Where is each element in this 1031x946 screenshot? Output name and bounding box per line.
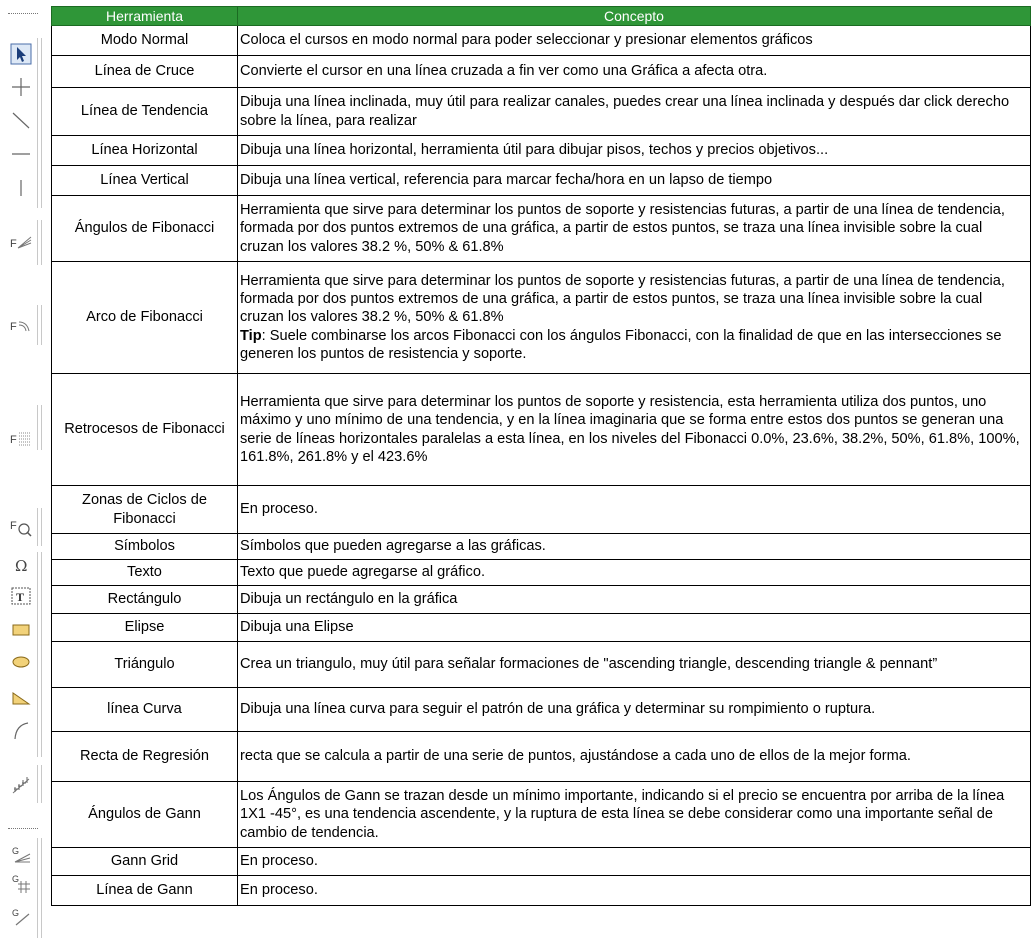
table-row <box>52 262 1031 374</box>
toolbar-separator <box>37 305 42 345</box>
curve-icon[interactable] <box>6 718 36 742</box>
tool-concept-text: Herramienta que sirve para determinar los puntos de soporte y resistencias futuras, a partir de una línea de tendencia, formada por dos puntos extremos de una gráfica, a partir de estos puntos, se traza una línea invisible sobre la cual cruzan los valores 38.2 %, 50% & 61.8% <box>240 272 1005 326</box>
tool-concept: Convierte el cursor en una línea cruzada a fin ver como una Gráfica a afecta otra. <box>238 56 1031 88</box>
tool-name: Gann Grid <box>52 848 238 876</box>
vertical-line-icon[interactable] <box>6 176 36 200</box>
tool-concept: Dibuja un rectángulo en la gráfica <box>238 586 1031 614</box>
tool-concept: Dibuja una línea vertical, referencia para marcar fecha/hora en un lapso de tiempo <box>238 166 1031 196</box>
tool-concept: Coloca el cursos en modo normal para poder seleccionar y presionar elementos gráficos <box>238 26 1031 56</box>
tool-concept: Dibuja una línea curva para seguir el patrón de una gráfica y determinar su rompimiento o ruptura. <box>238 688 1031 732</box>
tool-name: Retrocesos de Fibonacci <box>52 374 238 486</box>
tool-concept: recta que se calcula a partir de una serie de puntos, ajustándose a cada uno de ellos de la mejor forma. <box>238 732 1031 782</box>
svg-text:F: F <box>10 434 17 446</box>
toolbar-separator <box>37 838 42 938</box>
tool-concept: Dibuja una Elipse <box>238 614 1031 642</box>
table-header-row <box>52 7 1031 26</box>
svg-text:Ω: Ω <box>15 557 28 575</box>
fibonacci-time-zones-icon[interactable] <box>6 514 36 538</box>
tool-name: Línea Vertical <box>52 166 238 196</box>
drawing-toolbar <box>0 0 48 946</box>
ellipse-icon[interactable] <box>6 650 36 674</box>
tool-concept: Los Ángulos de Gann se trazan desde un mínimo importante, indicando si el precio se encuentra por arriba de la línea 1X1 -45°, es una tendencia ascendente, y la ruptura de esta línea se debe considerar como una importante señal de cambio de tendencia. <box>238 782 1031 848</box>
table-row <box>52 560 1031 586</box>
svg-text:F: F <box>10 321 17 333</box>
toolbar-separator <box>37 552 42 757</box>
tool-concept: En proceso. <box>238 486 1031 534</box>
toolbar-separator <box>37 508 42 546</box>
text-tool-icon[interactable] <box>6 584 36 608</box>
trend-line-icon[interactable] <box>6 108 36 132</box>
header-concept: Concepto <box>238 7 1031 26</box>
tool-concept: En proceso. <box>238 848 1031 876</box>
tool-concept: Crea un triangulo, muy útil para señalar formaciones de "ascending triangle, descending triangle & pennant” <box>238 642 1031 688</box>
tool-name: Elipse <box>52 614 238 642</box>
table-row <box>52 56 1031 88</box>
regression-icon[interactable] <box>6 773 36 797</box>
cursor-arrow-icon[interactable] <box>6 42 36 66</box>
tool-concept: En proceso. <box>238 876 1031 906</box>
tool-concept: Dibuja una línea horizontal, herramienta útil para dibujar pisos, techos y precios objetivos... <box>238 136 1031 166</box>
tool-concept: Herramienta que sirve para determinar los puntos de soporte y resistencias futuras, a partir de una línea de tendencia, formada por dos puntos extremos de una gráfica, a partir de estos puntos, se traza una línea invisible sobre la cual cruzan los valores 38.2 %, 50% & 61.8% <box>238 196 1031 262</box>
svg-text:G: G <box>12 908 20 918</box>
table-row <box>52 26 1031 56</box>
svg-text:T: T <box>16 590 25 604</box>
svg-text:G: G <box>12 874 20 884</box>
omega-symbol-icon[interactable] <box>6 553 36 577</box>
table-row <box>52 88 1031 136</box>
table-row <box>52 614 1031 642</box>
toolbar-separator <box>37 38 42 208</box>
svg-text:F: F <box>10 520 17 532</box>
table-row <box>52 196 1031 262</box>
horizontal-line-icon[interactable] <box>6 142 36 166</box>
tool-concept: Herramienta que sirve para determinar los puntos de soporte y resistencia, esta herramienta utiliza dos puntos, uno máximo y uno mínimo de una tendencia, y en la línea imaginaria que se forma entre estos dos puntos se generan una serie de líneas horizontales paralelas a esta línea, en los niveles del Fibonacci 0.0%, 23.6%, 38.2%, 50%, 61.8%, 100%, 161.8%, 261.8% y el 423.6% <box>238 374 1031 486</box>
table-row <box>52 486 1031 534</box>
tool-name: Símbolos <box>52 534 238 560</box>
table-row <box>52 642 1031 688</box>
tool-concept: Texto que puede agregarse al gráfico. <box>238 560 1031 586</box>
tip-label: Tip <box>240 327 262 344</box>
table-row <box>52 586 1031 614</box>
tool-name: Zonas de Ciclos de Fibonacci <box>52 486 238 534</box>
tool-name: Arco de Fibonacci <box>52 262 238 374</box>
table-row <box>52 848 1031 876</box>
toolbar-grip[interactable] <box>8 828 38 833</box>
table-row <box>52 374 1031 486</box>
tool-name: Ángulos de Gann <box>52 782 238 848</box>
fibonacci-arc-icon[interactable] <box>6 313 36 337</box>
tool-name: Línea de Gann <box>52 876 238 906</box>
gann-grid-icon[interactable] <box>6 872 36 896</box>
triangle-icon[interactable] <box>6 686 36 710</box>
svg-text:G: G <box>12 846 20 856</box>
table-row <box>52 732 1031 782</box>
fibonacci-retracement-icon[interactable] <box>6 426 36 450</box>
tool-name: Línea de Tendencia <box>52 88 238 136</box>
svg-text:F: F <box>10 238 17 250</box>
table-row <box>52 136 1031 166</box>
tool-name: Línea de Cruce <box>52 56 238 88</box>
table-row <box>52 782 1031 848</box>
tool-name: Línea Horizontal <box>52 136 238 166</box>
toolbar-grip[interactable] <box>8 13 38 18</box>
table-row <box>52 688 1031 732</box>
rectangle-icon[interactable] <box>6 618 36 642</box>
toolbar-separator <box>37 765 42 803</box>
table-row <box>52 534 1031 560</box>
tool-concept: Dibuja una línea inclinada, muy útil para realizar canales, puedes crear una línea inclinada y después dar click derecho sobre la línea, para realizar <box>238 88 1031 136</box>
tip-text: : Suele combinarse los arcos Fibonacci con los ángulos Fibonacci, con la finalidad de que en las intersecciones se generen los puntos de resistencia y soporte. <box>240 327 1002 362</box>
table-row <box>52 876 1031 906</box>
tool-concept <box>238 262 1031 374</box>
tool-name: Triángulo <box>52 642 238 688</box>
tools-table <box>51 6 1031 906</box>
fibonacci-fan-icon[interactable] <box>6 230 36 254</box>
toolbar-separator <box>37 220 42 265</box>
tool-name: Texto <box>52 560 238 586</box>
tool-name: línea Curva <box>52 688 238 732</box>
tool-name: Ángulos de Fibonacci <box>52 196 238 262</box>
tool-name: Rectángulo <box>52 586 238 614</box>
table-row <box>52 166 1031 196</box>
tool-name: Modo Normal <box>52 26 238 56</box>
tool-concept: Símbolos que pueden agregarse a las gráficas. <box>238 534 1031 560</box>
toolbar-separator <box>37 405 42 450</box>
gann-fan-icon[interactable] <box>6 842 36 866</box>
gann-line-icon[interactable] <box>6 905 36 929</box>
header-tool: Herramienta <box>52 7 238 26</box>
crosshair-icon[interactable] <box>6 75 36 99</box>
tool-name: Recta de Regresión <box>52 732 238 782</box>
